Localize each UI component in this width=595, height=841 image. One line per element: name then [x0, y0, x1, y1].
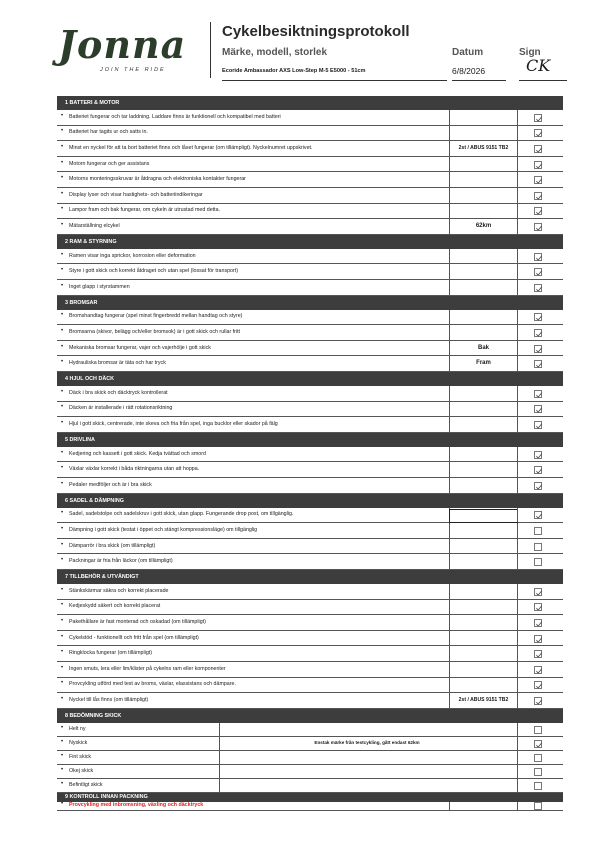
checklist-row	[57, 110, 563, 126]
checkmark-icon	[535, 422, 543, 430]
column-divider	[449, 417, 450, 432]
column-divider	[517, 310, 518, 325]
checkmark-icon	[535, 224, 543, 232]
column-divider	[517, 508, 518, 523]
column-divider	[517, 678, 518, 693]
checkbox[interactable]	[534, 650, 542, 658]
row-label: Okej skick	[69, 767, 94, 774]
page-title: Cykelbesiktningsprotokoll	[222, 23, 410, 40]
checkmark-icon	[535, 346, 543, 354]
column-divider	[517, 751, 518, 764]
jonna-logo	[52, 22, 200, 80]
checkmark-icon	[535, 285, 543, 293]
column-divider	[449, 600, 450, 615]
column-divider	[517, 646, 518, 661]
date-label: Datum	[452, 47, 484, 58]
column-divider	[517, 600, 518, 615]
bullet: •	[61, 724, 64, 731]
column-divider	[517, 204, 518, 219]
date-underline	[452, 80, 506, 81]
checkbox[interactable]	[534, 161, 542, 169]
row-label: Batteriet har tagits ur och satts in.	[69, 129, 148, 136]
column-divider	[219, 737, 220, 750]
column-divider	[517, 662, 518, 677]
checklist-row	[57, 600, 563, 616]
checkbox[interactable]	[534, 129, 542, 137]
row-label: Batteriet fungerar och tar laddning. Laddare finns är funktionell och kompatibel med batteri	[69, 113, 281, 120]
checkmark-icon	[535, 269, 543, 277]
bullet: •	[61, 267, 64, 274]
column-divider	[449, 631, 450, 646]
row-label: Pedaler medföljer och är i bra skick	[69, 481, 152, 488]
checkbox[interactable]	[534, 451, 542, 459]
row-label: Helt ny	[69, 725, 86, 732]
checklist-row	[57, 678, 563, 694]
checkbox[interactable]	[534, 619, 542, 627]
bullet: •	[61, 602, 64, 609]
checkbox[interactable]	[534, 740, 542, 748]
row-label: Däck i bra skick och däcktryck kontrollerat	[69, 389, 168, 396]
column-divider	[517, 723, 518, 736]
column-divider	[517, 325, 518, 340]
checkbox[interactable]	[534, 588, 542, 596]
section-header: 4 HJUL OCH DÄCK	[57, 372, 563, 386]
answer-field[interactable]: Fram	[476, 360, 491, 367]
checkbox[interactable]	[534, 114, 542, 122]
bullet: •	[61, 419, 64, 426]
row-label: Sadel, sadelstolpe och sadelskruv i gott skick, utan glapp. Fungerande drop post, om tillgänglig.	[69, 511, 294, 518]
section-header: 7 TILLBEHÖR & UTVÄNDIGT	[57, 570, 563, 584]
section-header: 2 RAM & STYRNING	[57, 235, 563, 249]
logo-tagline: JOIN THE RIDE	[100, 67, 166, 73]
checklist-row	[57, 631, 563, 647]
grade-row	[57, 779, 563, 793]
checklist-row	[57, 554, 563, 570]
grade-row	[57, 765, 563, 779]
row-label: Växlar växlar korrekt i båda riktningarna utan att hoppa.	[69, 466, 200, 473]
checklist-row	[57, 478, 563, 494]
checklist-row	[57, 204, 563, 220]
bullet: •	[61, 359, 64, 366]
column-divider	[517, 802, 518, 810]
row-label: Ingen smuts, lera eller lim/klister på cykelns ram eller komponenter	[69, 665, 226, 672]
answer-field[interactable]	[449, 509, 518, 524]
row-label: Bromshandtag fungerar (spel minst fingerbredd mellan handtag och styre)	[69, 313, 243, 320]
column-divider	[449, 157, 450, 172]
sign-underline	[519, 80, 567, 81]
grade-row	[57, 751, 563, 765]
checklist-row	[57, 172, 563, 188]
bullet: •	[61, 465, 64, 472]
bullet: •	[61, 557, 64, 564]
column-divider	[517, 631, 518, 646]
checkbox[interactable]	[534, 603, 542, 611]
bullet: •	[61, 449, 64, 456]
bullet: •	[61, 343, 64, 350]
checklist-row	[57, 539, 563, 555]
logo-wordmark: Jonna	[58, 22, 187, 67]
column-divider	[219, 765, 220, 778]
checkmark-icon	[535, 406, 543, 414]
column-divider	[517, 779, 518, 792]
column-divider	[449, 310, 450, 325]
row-label: Dämparrör i bra skick (om tillämpligt)	[69, 542, 156, 549]
bullet: •	[61, 128, 64, 135]
bullet: •	[61, 480, 64, 487]
checklist-row	[57, 341, 563, 357]
checkbox[interactable]	[534, 527, 542, 535]
checklist-row	[57, 356, 563, 372]
checkbox[interactable]	[534, 145, 542, 153]
checkbox[interactable]	[534, 329, 542, 337]
checkbox[interactable]	[534, 635, 542, 643]
inspection-table	[57, 96, 563, 831]
checkbox[interactable]	[534, 681, 542, 689]
checkmark-icon	[535, 620, 543, 628]
checklist-row	[57, 447, 563, 463]
checkbox[interactable]	[534, 268, 542, 276]
checklist-row	[57, 523, 563, 539]
bullet: •	[61, 695, 64, 702]
row-label: Ringklocka fungerar (om tillämpligt)	[69, 650, 153, 657]
column-divider	[449, 402, 450, 417]
bullet: •	[61, 112, 64, 119]
column-divider	[449, 447, 450, 462]
checklist-row	[57, 126, 563, 142]
checkbox[interactable]	[534, 802, 542, 810]
column-divider	[517, 584, 518, 599]
checklist-row	[57, 802, 563, 811]
bullet: •	[61, 206, 64, 213]
checklist-row	[57, 219, 563, 235]
checkmark-icon	[535, 177, 543, 185]
checklist-row	[57, 615, 563, 631]
checkbox[interactable]	[534, 782, 542, 790]
column-divider	[517, 172, 518, 187]
row-label: Mätarställning elcykel	[69, 222, 120, 229]
checkbox[interactable]	[534, 543, 542, 551]
row-label: Kedjering och kassett i gott skick. Kedja tvättad och smord	[69, 450, 206, 457]
checkbox[interactable]	[534, 697, 542, 705]
column-divider	[517, 126, 518, 141]
checkbox[interactable]	[534, 253, 542, 261]
column-divider	[517, 341, 518, 356]
section-header: 9 KONTROLL INNAN PACKNING	[57, 793, 563, 802]
checkmark-icon	[535, 667, 543, 675]
checkmark-icon	[535, 130, 543, 138]
column-divider	[517, 554, 518, 569]
row-label: Stänkskärmar säkra och korrekt placerade	[69, 587, 169, 594]
checkmark-icon	[535, 452, 543, 460]
checklist-row	[57, 157, 563, 173]
grade-row	[57, 723, 563, 737]
row-label: Minst en nyckel för att ta bort batteriet finns och låset fungerar (om tillämpligt). Nyckelnumret uppskrivet.	[69, 144, 313, 151]
column-divider	[219, 779, 220, 792]
bullet: •	[61, 190, 64, 197]
column-divider	[449, 584, 450, 599]
row-label: Display lyser och visar hastighets- och batteriindikeringar	[69, 191, 203, 198]
checkbox[interactable]	[534, 558, 542, 566]
checklist-row	[57, 280, 563, 296]
column-divider	[449, 126, 450, 141]
row-label: Däcken är installerade i rätt rotationsriktning	[69, 405, 173, 412]
checkbox[interactable]	[534, 345, 542, 353]
date-field[interactable]: 6/8/2026	[452, 66, 486, 76]
row-label: Motorn fungerar och ger assistans	[69, 160, 150, 167]
checkmark-icon	[535, 698, 543, 706]
row-label: Pakethållare är fast monterad och oskadad (om tillämpligt)	[69, 618, 206, 625]
column-divider	[449, 554, 450, 569]
column-divider	[517, 402, 518, 417]
bullet: •	[61, 282, 64, 289]
column-divider	[517, 249, 518, 264]
row-label: Ramen visar inga sprickor, korrosion eller deformation	[69, 252, 196, 259]
checkbox[interactable]	[534, 421, 542, 429]
checkbox[interactable]	[534, 207, 542, 215]
column-divider	[517, 280, 518, 295]
row-label: Mekaniska bromsar fungerar, vajer och vajerhölje i gott skick	[69, 344, 211, 351]
checkmark-icon	[535, 361, 543, 369]
column-divider	[449, 478, 450, 493]
column-divider	[449, 325, 450, 340]
column-divider	[517, 462, 518, 477]
checklist-row	[57, 508, 563, 524]
grade-row	[57, 737, 563, 751]
row-label: Packningar är fria från läckor (om tillämpligt)	[69, 558, 173, 565]
checkbox[interactable]	[534, 223, 542, 231]
checklist-row	[57, 188, 563, 204]
checkmark-icon	[535, 589, 543, 597]
checkmark-icon	[535, 193, 543, 201]
section-header: 8 BEDÖMNING SKICK	[57, 709, 563, 723]
section-header: 1 BATTERI & MOTOR	[57, 96, 563, 110]
column-divider	[517, 478, 518, 493]
bullet: •	[61, 633, 64, 640]
bike-label: Märke, modell, storlek	[222, 47, 328, 58]
checkmark-icon	[535, 330, 543, 338]
column-divider	[449, 172, 450, 187]
checkmark-icon	[535, 115, 543, 123]
column-divider	[219, 723, 220, 736]
row-label: Provcykling utförd med test av broms, växlar, elassistans och dämpare.	[69, 681, 236, 688]
column-divider	[517, 157, 518, 172]
checkbox[interactable]	[534, 284, 542, 292]
bullet: •	[61, 510, 64, 517]
signature-field[interactable]: CK	[526, 56, 551, 75]
column-divider	[517, 141, 518, 156]
bullet: •	[61, 327, 64, 334]
section-header: 3 BROMSAR	[57, 296, 563, 310]
row-label: Dämpning i gott skick (testat i öppet och stängt kompressionsläge) om tillgänglig	[69, 526, 258, 533]
column-divider	[517, 417, 518, 432]
row-label: Provcykling med inbromsning, växling och däcktryck	[69, 802, 204, 809]
bullet: •	[61, 388, 64, 395]
checklist-row	[57, 584, 563, 600]
row-label: Kedjeskydd säkert och korrekt placerat	[69, 603, 161, 610]
checkbox[interactable]	[534, 666, 542, 674]
column-divider	[449, 678, 450, 693]
checklist-row	[57, 462, 563, 478]
checkmark-icon	[535, 483, 543, 491]
column-divider	[517, 615, 518, 630]
checkbox[interactable]	[534, 176, 542, 184]
checkmark-icon	[535, 391, 543, 399]
row-label: Lampor fram och bak fungerar, om cykeln är utrustad med detta.	[69, 207, 221, 214]
column-divider	[449, 523, 450, 538]
column-divider	[517, 765, 518, 778]
column-divider	[449, 615, 450, 630]
column-divider	[449, 386, 450, 401]
checkmark-icon	[535, 146, 543, 154]
bullet: •	[61, 738, 64, 745]
row-label: Bromsarna (skivor, belägg och/eller bromsok) är i gott skick och rullar fritt	[69, 328, 241, 335]
column-divider	[517, 693, 518, 708]
column-divider	[449, 110, 450, 125]
row-label: Inget glapp i styrstammen	[69, 283, 130, 290]
checkmark-icon	[535, 162, 543, 170]
checklist-row	[57, 693, 563, 709]
bullet: •	[61, 175, 64, 182]
checkbox[interactable]	[534, 754, 542, 762]
checkbox[interactable]	[534, 360, 542, 368]
sign-label: Sign	[519, 47, 541, 58]
checkmark-icon	[535, 314, 543, 322]
checkbox[interactable]	[534, 313, 542, 321]
answer-field[interactable]: 2st / ABUS 9151 TB2	[458, 144, 509, 151]
column-divider	[517, 356, 518, 371]
bullet: •	[61, 159, 64, 166]
checklist-row	[57, 264, 563, 280]
checklist-row	[57, 325, 563, 341]
section-header: 6 SADEL & DÄMPNING	[57, 494, 563, 508]
checkbox[interactable]	[534, 192, 542, 200]
bullet: •	[61, 752, 64, 759]
bike-underline	[222, 80, 447, 81]
bullet: •	[61, 664, 64, 671]
column-divider	[517, 447, 518, 462]
checkmark-icon	[535, 254, 543, 262]
answer-field[interactable]: 62km	[475, 222, 492, 229]
bullet: •	[61, 312, 64, 319]
row-label: Cykelstöd - funktionellt och fritt från spel (om tillämpligt)	[69, 634, 199, 641]
bullet: •	[61, 780, 64, 787]
column-divider	[449, 802, 450, 810]
column-divider	[449, 188, 450, 203]
row-label: Hydrauliska bromsar är täta och har tryck	[69, 360, 166, 367]
column-divider	[517, 539, 518, 554]
column-divider	[449, 204, 450, 219]
row-label: Nyckel till lås finns (om tillämpligt)	[69, 696, 149, 703]
column-divider	[517, 737, 518, 750]
column-divider	[449, 539, 450, 554]
checkmark-icon	[535, 512, 543, 520]
bullet: •	[61, 525, 64, 532]
checkmark-icon	[535, 741, 543, 749]
column-divider	[517, 386, 518, 401]
bullet: •	[61, 766, 64, 773]
bullet: •	[61, 586, 64, 593]
section-header: 5 DRIVLINA	[57, 433, 563, 447]
checkbox[interactable]	[534, 466, 542, 474]
checklist-row	[57, 386, 563, 402]
answer-field[interactable]: Bak	[477, 344, 489, 351]
column-divider	[449, 646, 450, 661]
column-divider	[449, 264, 450, 279]
grade-note: Enstak märke från testcykling, gått endast 62km	[314, 740, 420, 746]
column-divider	[219, 751, 220, 764]
column-divider	[449, 249, 450, 264]
checklist-row	[57, 646, 563, 662]
column-divider	[517, 110, 518, 125]
checklist-row	[57, 249, 563, 265]
bullet: •	[61, 617, 64, 624]
column-divider	[517, 219, 518, 234]
checkmark-icon	[535, 636, 543, 644]
row-label: Nyskick	[69, 739, 88, 746]
checkmark-icon	[535, 208, 543, 216]
checklist-row	[57, 402, 563, 418]
checkmark-icon	[535, 682, 543, 690]
column-divider	[449, 462, 450, 477]
checklist-row	[57, 141, 563, 157]
bullet: •	[61, 251, 64, 258]
column-divider	[449, 280, 450, 295]
checkbox[interactable]	[534, 511, 542, 519]
checklist-row	[57, 417, 563, 433]
row-label: Hjul i gott skick, centrerade, inte skeva och fria från spel, inga bucklor eller skador på fälg	[69, 420, 278, 427]
row-label: Motorns monteringsskruvar är åtdragna och elektroniska kontakter fungerar	[69, 176, 246, 183]
checkbox[interactable]	[534, 726, 542, 734]
bullet: •	[61, 649, 64, 656]
bike-model-field[interactable]: Ecoride Ambassador AXS Low-Step M-5 E5000 - 51cm	[222, 68, 366, 74]
column-divider	[449, 662, 450, 677]
checkbox[interactable]	[534, 405, 542, 413]
answer-field[interactable]: 2st / ABUS 9151 TB2	[458, 696, 509, 703]
bullet: •	[61, 541, 64, 548]
checkbox[interactable]	[534, 768, 542, 776]
row-label: Fint skick	[69, 753, 92, 760]
checklist-row	[57, 662, 563, 678]
bullet: •	[61, 221, 64, 228]
bullet: •	[61, 404, 64, 411]
checkmark-icon	[535, 467, 543, 475]
column-divider	[517, 523, 518, 538]
bullet: •	[61, 801, 64, 808]
row-label: Befintligt skick	[69, 781, 103, 788]
column-divider	[517, 264, 518, 279]
header-divider	[210, 22, 211, 78]
checkmark-icon	[535, 604, 543, 612]
bullet: •	[61, 680, 64, 687]
checkbox[interactable]	[534, 482, 542, 490]
bullet: •	[61, 143, 64, 150]
checkmark-icon	[535, 651, 543, 659]
row-label: Styre i gott skick och korrekt åtdraget och utan spel (lossat för transport)	[69, 268, 238, 275]
column-divider	[517, 188, 518, 203]
checkbox[interactable]	[534, 390, 542, 398]
checklist-row	[57, 310, 563, 326]
